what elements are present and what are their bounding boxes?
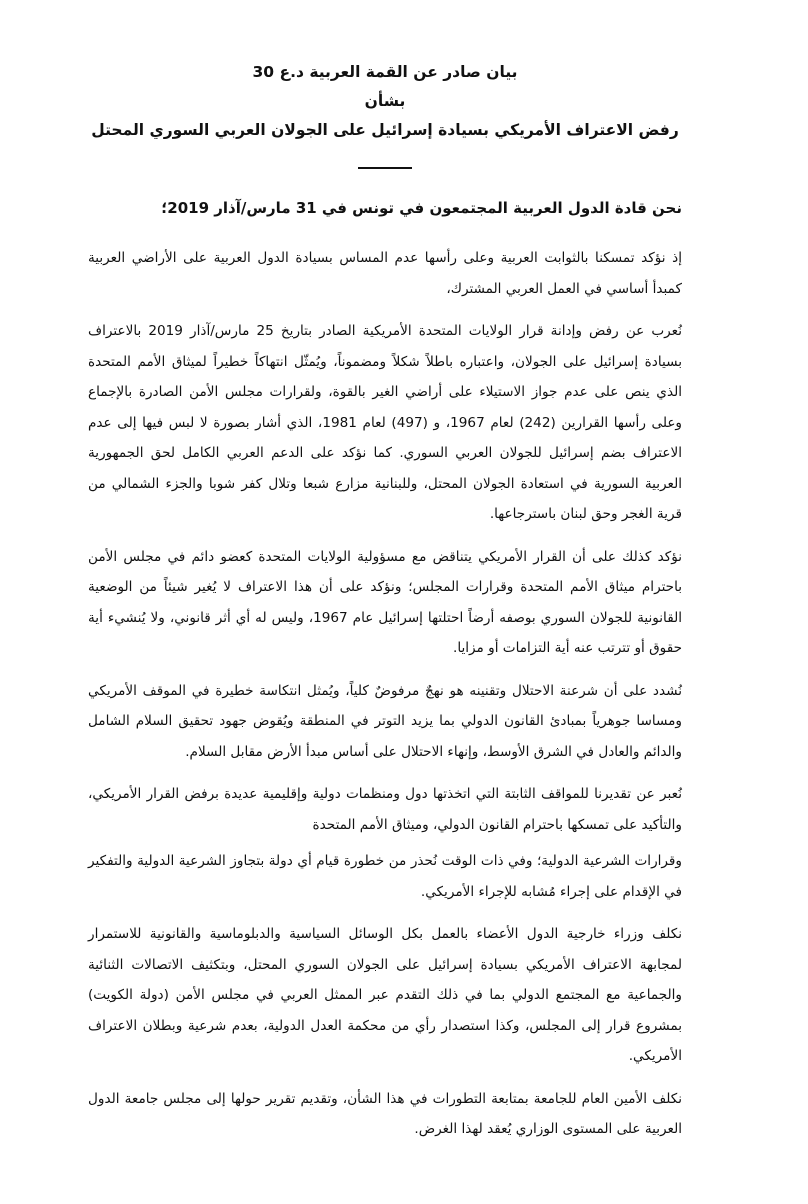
header-divider [358, 167, 412, 169]
paragraph-8: نكلف الأمين العام للجامعة بمتابعة التطورات في هذا الشأن، وتقديم تقرير حولها إلى مجلس جامعة الدول العربية على المستوى الوزاري يُعقد لهذا الغرض. [88, 1090, 682, 1137]
statement-subject: رفض الاعتراف الأمريكي بسيادة إسرائيل على الجولان العربي السوري المحتل [91, 121, 679, 139]
statement-header [88, 58, 682, 145]
paragraph-7: نكلف وزراء خارجية الدول الأعضاء بالعمل بكل الوسائل السياسية والدبلوماسية والقانونية للاستمرار لمجابهة الاعتراف الأمريكي بسيادة إسرائيل على الجولان السوري المحتل، وبتكثيف الاتصالات الثنائية والجماعية مع المجتمع الدولي بما في ذلك التقدم عبر الممثل العربي في مجلس الأمن (دولة الكويت) بمشروع قرار إلى المجلس، وكذا استصدار رأي من محكمة العدل الدولية، بعدم شرعية وبطلان الاعتراف الأمريكي. [88, 926, 682, 1064]
paragraph-6: وقرارات الشرعية الدولية؛ وفي ذات الوقت نُحذر من خطورة قيام أي دولة بتجاوز الشرعية الدولية والتفكير في الإقدام على إجراء مُشابه للإجراء الأمريكي. [88, 853, 682, 900]
paragraph-1: إذ نؤكد تمسكنا بالثوابت العربية وعلى رأسها عدم المساس بسيادة الدول العربية على الأراضي العربية كمبدأ أساسي في العمل العربي المشترك، [88, 250, 682, 297]
statement-title: بيان صادر عن القمة العربية د.ع 30 [252, 63, 518, 81]
paragraph-2: نُعرب عن رفض وإدانة قرار الولايات المتحدة الأمريكية الصادر بتاريخ 25 مارس/آذار 2019 بالاعتراف بسيادة إسرائيل على الجولان، واعتباره باطلاً شكلاً ومضموناً، ويُمثّل انتهاكاً خطيراً لميثاق الأمم المتحدة الذي ينص على عدم جواز الاستيلاء على أراضي الغير بالقوة، ولقرارات مجلس الأمن الصادرة بالإجماع وعلى رأسها القرارين (242) لعام 1967، و (497) لعام 1981، الذي أشار بصورة لا لبس فيها إلى عدم الاعتراف بضم إسرائيل للجولان العربي السوري. كما نؤكد على الدعم العربي الكامل لحق الجمهورية العربية السورية في استعادة الجولان المحتل، وللبنانية مزارع شبعا وتلال كفر شوبا والجزء الشمالي من قرية الغجر وحق لبنان باسترجاعها. [88, 323, 682, 522]
statement-intro: نحن قادة الدول العربية المجتمعون في تونس في 31 مارس/آذار 2019؛ [161, 199, 682, 217]
paragraph-3: نؤكد كذلك على أن القرار الأمريكي يتناقض مع مسؤولية الولايات المتحدة كعضو دائم في مجلس الأمن باحترام ميثاق الأمم المتحدة وقرارات المجلس؛ ونؤكد على أن هذا الاعتراف لا يُغير شيئاً من الوضعية القانونية للجولان السوري بوصفه أرضاً احتلتها إسرائيل عام 1967، وليس له أي أثر قانوني، ولا يُنشيء أية حقوق أو تترتب عنه أية التزامات أو مزايا. [88, 548, 682, 656]
statement-subject-label: بشأن [364, 92, 406, 110]
paragraph-4: نُشدد على أن شرعنة الاحتلال وتقنينه هو نهجٌ مرفوضٌ كلياً، ويُمثل انتكاسة خطيرة في الموقف الأمريكي ومساسا جوهرياً بمبادئ القانون الدولي بما يزيد التوتر في المنطقة ويُقوض جهود تحقيق السلام الشامل والدائم والعادل في الشرق الأوسط، وإنهاء الاحتلال على أساس مبدأ الأرض مقابل السلام. [88, 682, 682, 760]
paragraph-5: نُعبر عن تقديرنا للمواقف الثابتة التي اتخذتها دول ومنظمات دولية وإقليمية عديدة برفض القرار الأمريكي، والتأكيد على تمسكها باحترام القانون الدولي، وميثاق الأمم المتحدة [88, 786, 682, 833]
